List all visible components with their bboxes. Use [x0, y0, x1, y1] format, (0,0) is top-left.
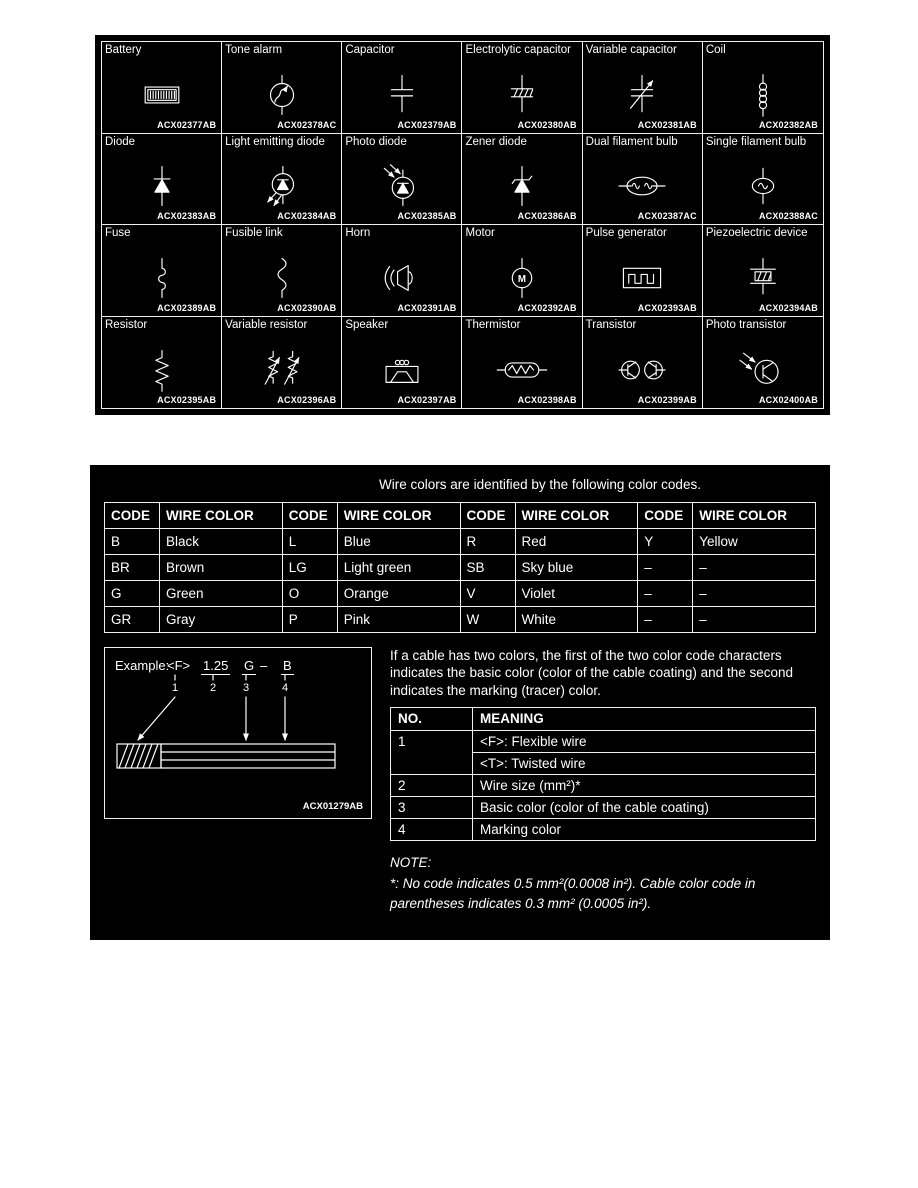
- battery-symbol-icon: [130, 72, 194, 118]
- symbol-label: Motor: [465, 227, 495, 239]
- meaning-cell: Marking color: [473, 818, 816, 840]
- cable-explanation-column: [390, 647, 816, 913]
- symbol-code: ACX02395AB: [157, 395, 217, 405]
- symbol-label: Transistor: [585, 318, 637, 331]
- symbol-code: ACX02398AB: [517, 395, 577, 405]
- symbol-label: Light emitting diode: [225, 135, 325, 148]
- color-cell: Light green: [337, 555, 460, 581]
- callout-number-2: 2: [210, 682, 217, 694]
- symbol-label: Tone alarm: [225, 44, 283, 56]
- dual-filament-bulb-symbol-icon: [610, 163, 674, 209]
- callout-number-3: 3: [243, 682, 250, 694]
- symbol-code: ACX02392AB: [517, 302, 577, 313]
- symbol-cell-transistor: [583, 317, 703, 409]
- meaning-row: [391, 818, 816, 840]
- wire-color-header-row: [105, 503, 816, 529]
- col-header-code: CODE: [638, 503, 693, 529]
- wire-color-intro: Wire colors are identified by the following color codes.: [379, 477, 701, 492]
- symbol-cell-motor: [462, 225, 582, 317]
- note-body: *: No code indicates 0.5 mm²(0.0008 in²). Cable color code in parentheses indicates 0.3 mm² (0.0005 in²).: [390, 876, 756, 911]
- wire-color-row: [105, 607, 816, 633]
- code-cell: GR: [105, 607, 160, 633]
- horn-symbol-icon: [370, 255, 434, 301]
- symbol-cell-piezoelectric-device: [703, 225, 823, 317]
- symbol-code: ACX02389AB: [157, 302, 217, 313]
- coil-symbol-icon: [731, 72, 795, 118]
- symbol-label: Fuse: [105, 227, 131, 239]
- code-cell: R: [460, 529, 515, 555]
- symbol-code: ACX02377AB: [157, 119, 217, 130]
- example-label: Example:: [115, 658, 170, 673]
- col-header-wire-color: WIRE COLOR: [337, 503, 460, 529]
- led-symbol-icon: [250, 163, 314, 209]
- meaning-row: [391, 796, 816, 818]
- no-cell: 2: [391, 774, 473, 796]
- col-header-meaning: MEANING: [473, 707, 816, 730]
- code-cell: –: [638, 607, 693, 633]
- code-cell: BR: [105, 555, 160, 581]
- symbol-cell-diode: [102, 134, 222, 226]
- col-header-no: NO.: [391, 707, 473, 730]
- variable-capacitor-symbol-icon: [610, 72, 674, 118]
- symbol-cell-fusible-link: [222, 225, 342, 317]
- code-cell: SB: [460, 555, 515, 581]
- no-cell: 1: [391, 730, 473, 774]
- symbol-cell-thermistor: [462, 317, 582, 409]
- code-cell: LG: [282, 555, 337, 581]
- figure-code: ACX01279AB: [302, 801, 363, 812]
- wire-color-row: [105, 581, 816, 607]
- meaning-cell: Basic color (color of the cable coating): [473, 796, 816, 818]
- example-marking-color: B: [283, 658, 292, 673]
- meaning-table: [390, 707, 816, 841]
- code-cell: O: [282, 581, 337, 607]
- symbol-code: ACX02396AB: [277, 395, 337, 405]
- symbol-cell-tone-alarm: [222, 42, 342, 134]
- symbol-code: ACX02381AB: [637, 119, 697, 130]
- photo-diode-symbol-icon: [370, 163, 434, 209]
- symbol-label: Fusible link: [225, 227, 283, 239]
- wire-color-panel: [90, 465, 830, 940]
- symbol-cell-variable-resistor: [222, 317, 342, 409]
- cable-figure: [105, 648, 371, 818]
- capacitor-symbol-icon: [370, 72, 434, 118]
- symbol-label: Single filament bulb: [705, 135, 807, 148]
- meaning-cell: <T>: Twisted wire: [473, 752, 816, 774]
- symbol-cell-fuse: [102, 225, 222, 317]
- color-cell: Pink: [337, 607, 460, 633]
- symbol-code: ACX02388AC: [758, 211, 818, 221]
- meaning-cell: Wire size (mm²)*: [473, 774, 816, 796]
- symbol-code: ACX02384AB: [277, 211, 337, 221]
- symbol-label: Variable capacitor: [585, 44, 677, 56]
- pulse-generator-symbol-icon: [610, 255, 674, 301]
- thermistor-symbol-icon: [490, 347, 554, 393]
- symbol-code: ACX02385AB: [397, 211, 457, 221]
- symbol-code: ACX02383AB: [157, 211, 217, 221]
- col-header-code: CODE: [460, 503, 515, 529]
- color-cell: Green: [160, 581, 283, 607]
- symbol-cell-speaker: [342, 317, 462, 409]
- symbol-cell-pulse-generator: [583, 225, 703, 317]
- symbol-cell-battery: [102, 42, 222, 134]
- meaning-header-row: [391, 707, 816, 730]
- color-cell: Gray: [160, 607, 283, 633]
- code-cell: P: [282, 607, 337, 633]
- wire-color-row: [105, 555, 816, 581]
- cable-example-box: [104, 647, 372, 819]
- fusible-link-symbol-icon: [250, 255, 314, 301]
- no-cell: 3: [391, 796, 473, 818]
- electrolytic-capacitor-symbol-icon: [490, 72, 554, 118]
- symbol-label: Pulse generator: [585, 227, 667, 239]
- symbol-code: ACX02386AB: [517, 211, 577, 221]
- example-dash: –: [260, 658, 268, 673]
- note-title: NOTE:: [390, 854, 432, 870]
- code-cell: G: [105, 581, 160, 607]
- symbol-code: ACX02382AB: [758, 119, 818, 130]
- symbol-cell-zener-diode: [462, 134, 582, 226]
- code-cell: –: [638, 581, 693, 607]
- example-basic-color: G: [244, 658, 255, 673]
- symbol-cell-photo-diode: [342, 134, 462, 226]
- color-cell: –: [693, 581, 816, 607]
- symbol-code: ACX02393AB: [637, 302, 697, 313]
- code-cell: V: [460, 581, 515, 607]
- col-header-code: CODE: [105, 503, 160, 529]
- color-cell: Red: [515, 529, 638, 555]
- note-block: [390, 853, 816, 914]
- symbol-code: ACX02378AC: [277, 119, 337, 130]
- symbol-code: ACX02387AC: [637, 211, 697, 221]
- color-cell: Brown: [160, 555, 283, 581]
- meaning-row: [391, 730, 816, 752]
- symbol-label: Zener diode: [465, 135, 527, 148]
- code-cell: B: [105, 529, 160, 555]
- symbol-cell-horn: [342, 225, 462, 317]
- color-cell: Blue: [337, 529, 460, 555]
- symbol-label: Piezoelectric device: [705, 227, 808, 239]
- meaning-row: [391, 774, 816, 796]
- no-cell: 4: [391, 818, 473, 840]
- symbol-legend-panel: [95, 35, 830, 415]
- symbol-code: ACX02380AB: [517, 119, 577, 130]
- symbol-code: ACX02397AB: [397, 395, 457, 405]
- example-wire-size: 1.25: [203, 658, 229, 673]
- symbol-cell-resistor: [102, 317, 222, 409]
- symbol-label: Thermistor: [465, 318, 521, 331]
- speaker-symbol-icon: [370, 347, 434, 393]
- symbol-code: ACX02394AB: [758, 302, 818, 313]
- col-header-wire-color: WIRE COLOR: [160, 503, 283, 529]
- symbol-label: Capacitor: [345, 44, 395, 56]
- symbol-label: Speaker: [345, 318, 389, 331]
- tone-alarm-symbol-icon: [250, 72, 314, 118]
- svg-text:M: M: [518, 273, 527, 285]
- single-filament-bulb-symbol-icon: [731, 163, 795, 209]
- symbol-cell-led: [222, 134, 342, 226]
- symbol-cell-dual-filament-bulb: [583, 134, 703, 226]
- lower-section: [104, 647, 816, 913]
- code-cell: –: [638, 555, 693, 581]
- variable-resistor-symbol-icon: [250, 347, 314, 393]
- diode-symbol-icon: [130, 163, 194, 209]
- color-cell: Orange: [337, 581, 460, 607]
- color-cell: Sky blue: [515, 555, 638, 581]
- symbol-cell-electrolytic-capacitor: [462, 42, 582, 134]
- symbol-cell-capacitor: [342, 42, 462, 134]
- symbol-label: Battery: [105, 44, 142, 56]
- color-cell: Violet: [515, 581, 638, 607]
- color-cell: –: [693, 607, 816, 633]
- piezoelectric-device-symbol-icon: [731, 255, 795, 301]
- example-flex-code: <F>: [167, 658, 191, 673]
- symbol-code: ACX02391AB: [397, 302, 457, 313]
- fuse-symbol-icon: [130, 255, 194, 301]
- col-header-code: CODE: [282, 503, 337, 529]
- col-header-wire-color: WIRE COLOR: [693, 503, 816, 529]
- resistor-symbol-icon: [130, 347, 194, 393]
- wire-color-row: [105, 529, 816, 555]
- symbol-grid: [101, 41, 824, 409]
- code-cell: Y: [638, 529, 693, 555]
- callout-number-4: 4: [282, 682, 289, 694]
- symbol-label: Photo diode: [345, 135, 407, 148]
- symbol-label: Variable resistor: [225, 318, 308, 331]
- symbol-label: Dual filament bulb: [585, 135, 678, 148]
- symbol-code: ACX02390AB: [277, 302, 337, 313]
- transistor-symbol-icon: [610, 347, 674, 393]
- color-cell: Black: [160, 529, 283, 555]
- color-cell: –: [693, 555, 816, 581]
- photo-transistor-symbol-icon: [731, 347, 795, 393]
- symbol-code: ACX02400AB: [758, 395, 818, 405]
- symbol-cell-single-filament-bulb: [703, 134, 823, 226]
- callout-number-1: 1: [172, 682, 179, 694]
- symbol-cell-variable-capacitor: [583, 42, 703, 134]
- color-cell: Yellow: [693, 529, 816, 555]
- symbol-cell-coil: [703, 42, 823, 134]
- color-cell: White: [515, 607, 638, 633]
- symbol-label: Photo transistor: [705, 318, 787, 331]
- symbol-label: Resistor: [105, 318, 148, 331]
- zener-diode-symbol-icon: [490, 163, 554, 209]
- code-cell: L: [282, 529, 337, 555]
- symbol-label: Coil: [705, 44, 726, 56]
- symbol-label: Horn: [345, 227, 371, 239]
- code-cell: W: [460, 607, 515, 633]
- symbol-code: ACX02399AB: [637, 395, 697, 405]
- symbol-label: Diode: [105, 135, 136, 148]
- col-header-wire-color: WIRE COLOR: [515, 503, 638, 529]
- symbol-code: ACX02379AB: [397, 119, 457, 130]
- symbol-cell-photo-transistor: [703, 317, 823, 409]
- cable-paragraph: If a cable has two colors, the first of the two color code characters indicates the basic color (color of the cable coating) and the second indicates the marking (tracer) color.: [390, 648, 793, 698]
- wire-color-table: [104, 502, 816, 633]
- meaning-cell: <F>: Flexible wire: [473, 730, 816, 752]
- symbol-label: Electrolytic capacitor: [465, 44, 571, 56]
- motor-symbol-icon: [490, 255, 554, 301]
